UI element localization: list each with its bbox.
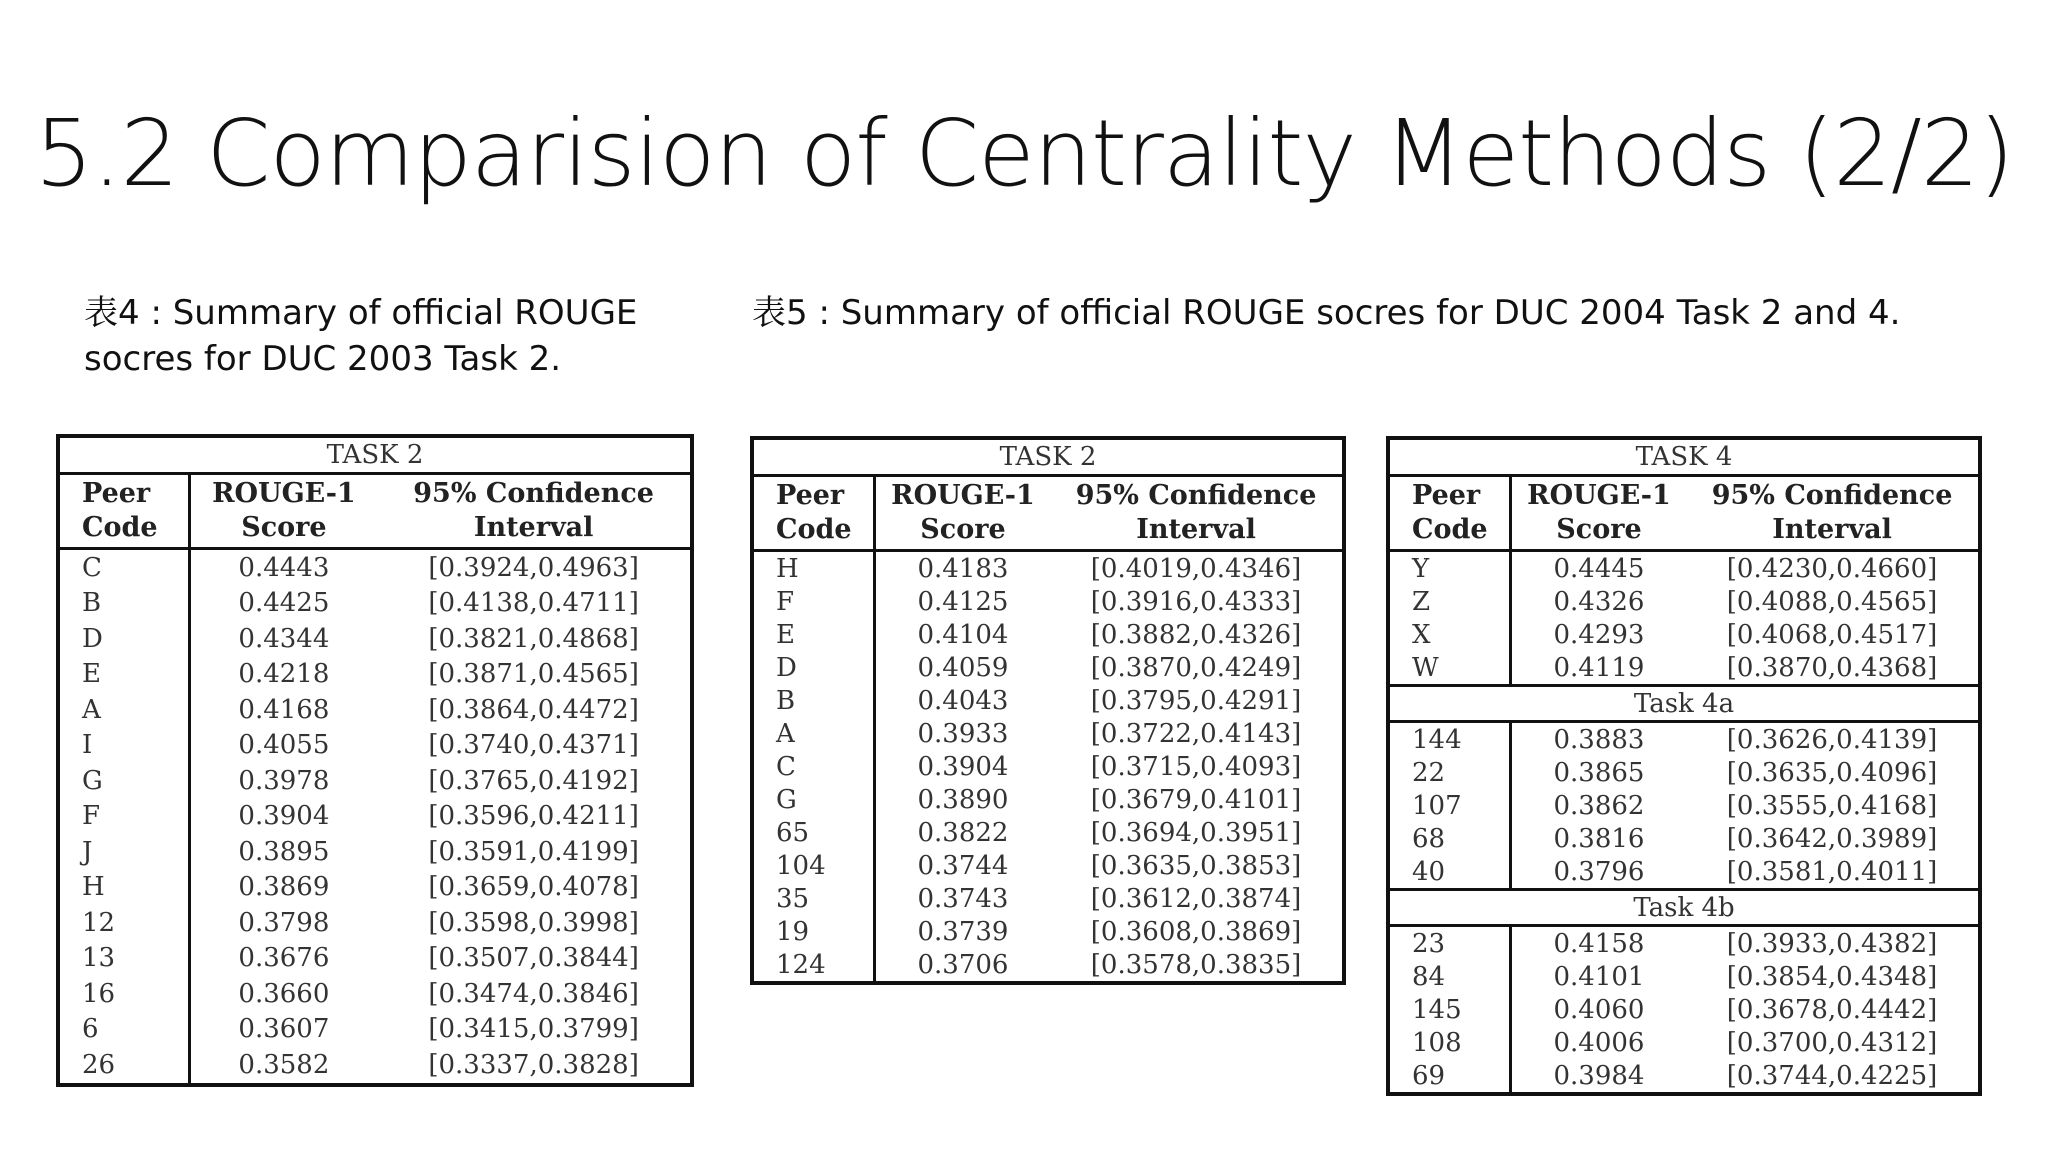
column-header-line: ROUGE-1 [891, 480, 1035, 511]
confidence-interval-cell: [0.3916,0.4333] [1090, 586, 1302, 617]
table-row [752, 651, 1344, 684]
column-header-line: Interval [473, 512, 594, 543]
table-row [58, 799, 692, 835]
rouge-score-cell: 0.3933 [917, 718, 1009, 749]
peer-code-cell: 22 [1388, 756, 1510, 789]
table-row [1388, 855, 1980, 890]
task-title: TASK 4 [1388, 438, 1980, 476]
rouge-score-cell: 0.3706 [917, 949, 1009, 980]
confidence-interval-cell: [0.3596,0.4211] [428, 801, 639, 832]
confidence-interval-cell: [0.3821,0.4868] [428, 623, 639, 654]
peer-code-cell: J [58, 834, 189, 870]
table-row [1388, 926, 1980, 961]
column-header [1686, 476, 1980, 551]
rouge-score-cell: 0.3660 [238, 978, 330, 1009]
peer-code-cell: 40 [1388, 855, 1510, 890]
confidence-interval-cell: [0.3337,0.3828] [428, 1049, 639, 1080]
peer-code-cell: E [58, 657, 189, 693]
peer-code-cell: 69 [1388, 1059, 1510, 1094]
table-row [1388, 756, 1980, 789]
slide-title: 5.2 Comparision of Centrality Methods (2/2) [34, 100, 2014, 207]
rouge-score-cell: 0.3862 [1553, 790, 1645, 821]
table-row [1388, 822, 1980, 855]
rouge-score-cell: 0.4055 [238, 730, 330, 761]
peer-code-cell: 145 [1388, 993, 1510, 1026]
confidence-interval-cell: [0.3700,0.4312] [1726, 1027, 1938, 1058]
table-row [58, 870, 692, 906]
confidence-interval-cell: [0.3635,0.3853] [1090, 850, 1302, 881]
confidence-interval-cell: [0.3591,0.4199] [428, 836, 639, 867]
column-header-row [58, 474, 692, 549]
column-header [1388, 476, 1510, 551]
table-row [58, 976, 692, 1012]
rouge-score-cell: 0.3895 [238, 836, 330, 867]
duc2003-task2-table [56, 434, 694, 1087]
column-header [189, 474, 377, 549]
rouge-score-cell: 0.3978 [238, 765, 330, 796]
peer-code-cell: 13 [58, 941, 189, 977]
task-title: TASK 2 [752, 438, 1344, 476]
table-row [58, 657, 692, 693]
table-row [58, 1047, 692, 1085]
column-header-row [752, 476, 1344, 551]
rouge-score-cell: 0.4043 [917, 685, 1009, 716]
subsection-label: Task 4a [1388, 686, 1980, 722]
column-header [752, 476, 874, 551]
column-header-line: 95% Confidence [1075, 480, 1317, 511]
confidence-interval-cell: [0.3659,0.4078] [428, 872, 639, 903]
table-row [752, 783, 1344, 816]
column-header-line: Score [1556, 514, 1642, 545]
table-row [1388, 993, 1980, 1026]
column-header [58, 474, 189, 549]
confidence-interval-cell: [0.3864,0.4472] [428, 694, 639, 725]
peer-code-cell: 84 [1388, 960, 1510, 993]
rouge-score-cell: 0.3890 [917, 784, 1009, 815]
rouge-score-cell: 0.4425 [238, 588, 330, 619]
table-row [58, 549, 692, 586]
peer-code-cell: Y [1388, 551, 1510, 586]
rouge-score-cell: 0.4168 [238, 694, 330, 725]
confidence-interval-cell: [0.4088,0.4565] [1726, 586, 1938, 617]
confidence-interval-cell: [0.3678,0.4442] [1726, 994, 1938, 1025]
table-row [58, 621, 692, 657]
subsection-row [1388, 686, 1980, 722]
confidence-interval-cell: [0.3474,0.3846] [428, 978, 639, 1009]
peer-code-cell: H [752, 551, 874, 586]
confidence-interval-cell: [0.3882,0.4326] [1090, 619, 1302, 650]
confidence-interval-cell: [0.3744,0.4225] [1726, 1060, 1938, 1091]
confidence-interval-cell: [0.3694,0.3951] [1090, 817, 1302, 848]
confidence-interval-cell: [0.3933,0.4382] [1726, 928, 1938, 959]
rouge-score-cell: 0.3869 [238, 872, 330, 903]
rouge-score-cell: 0.4445 [1553, 553, 1645, 584]
confidence-interval-cell: [0.3870,0.4249] [1090, 652, 1302, 683]
peer-code-cell: 144 [1388, 722, 1510, 757]
confidence-interval-cell: [0.4019,0.4346] [1090, 553, 1302, 584]
duc2004-task2-table [750, 436, 1346, 985]
peer-code-cell: Z [1388, 585, 1510, 618]
table-row [58, 763, 692, 799]
rouge-score-cell: 0.4344 [238, 623, 330, 654]
table-row [752, 750, 1344, 783]
table-row [1388, 960, 1980, 993]
peer-code-cell: C [58, 549, 189, 586]
column-header-line: Peer [82, 478, 151, 509]
peer-code-cell: 107 [1388, 789, 1510, 822]
confidence-interval-cell: [0.4068,0.4517] [1726, 619, 1938, 650]
rouge-score-cell: 0.4218 [238, 659, 330, 690]
peer-code-cell: 19 [752, 915, 874, 948]
rouge-score-cell: 0.3607 [238, 1014, 330, 1045]
rouge-score-cell: 0.3883 [1553, 724, 1645, 755]
task-header-row [752, 438, 1344, 476]
confidence-interval-cell: [0.3507,0.3844] [428, 943, 639, 974]
peer-code-cell: D [752, 651, 874, 684]
column-header-line: Code [82, 512, 158, 543]
peer-code-cell: W [1388, 651, 1510, 686]
table-row [58, 692, 692, 728]
subsection-row [1388, 890, 1980, 926]
peer-code-cell: C [752, 750, 874, 783]
rouge-score-cell: 0.4125 [917, 586, 1009, 617]
confidence-interval-cell: [0.3795,0.4291] [1090, 685, 1302, 716]
table-row [752, 882, 1344, 915]
table-row [1388, 618, 1980, 651]
rouge-score-cell: 0.4006 [1553, 1027, 1645, 1058]
table-row [1388, 1026, 1980, 1059]
peer-code-cell: I [58, 728, 189, 764]
confidence-interval-cell: [0.4230,0.4660] [1726, 553, 1938, 584]
confidence-interval-cell: [0.3722,0.4143] [1090, 718, 1302, 749]
confidence-interval-cell: [0.3581,0.4011] [1726, 856, 1938, 887]
table-row [752, 948, 1344, 983]
confidence-interval-cell: [0.3555,0.4168] [1726, 790, 1938, 821]
table-row [752, 618, 1344, 651]
table-row [58, 834, 692, 870]
confidence-interval-cell: [0.3598,0.3998] [428, 907, 639, 938]
peer-code-cell: 23 [1388, 926, 1510, 961]
task-title: TASK 2 [58, 436, 692, 474]
column-header-line: Interval [1136, 514, 1256, 545]
column-header-line: Score [241, 512, 327, 543]
table-row [752, 684, 1344, 717]
rouge-score-cell: 0.3984 [1553, 1060, 1645, 1091]
peer-code-cell: 124 [752, 948, 874, 983]
peer-code-cell: 35 [752, 882, 874, 915]
confidence-interval-cell: [0.3715,0.4093] [1090, 751, 1302, 782]
rouge-score-cell: 0.3582 [238, 1049, 330, 1080]
peer-code-cell: 12 [58, 905, 189, 941]
confidence-interval-cell: [0.3871,0.4565] [428, 659, 639, 690]
confidence-interval-cell: [0.3740,0.4371] [428, 730, 639, 761]
table-row [752, 551, 1344, 586]
confidence-interval-cell: [0.3870,0.4368] [1726, 652, 1938, 683]
confidence-interval-cell: [0.3415,0.3799] [428, 1014, 639, 1045]
peer-code-cell: 104 [752, 849, 874, 882]
peer-code-cell: F [58, 799, 189, 835]
rouge-score-cell: 0.4060 [1553, 994, 1645, 1025]
rouge-score-cell: 0.3743 [917, 883, 1009, 914]
subsection-label: Task 4b [1388, 890, 1980, 926]
column-header [1510, 476, 1686, 551]
task-header-row [1388, 438, 1980, 476]
table-row [752, 849, 1344, 882]
rouge-score-cell: 0.4059 [917, 652, 1009, 683]
peer-code-cell: A [752, 717, 874, 750]
column-header-line: Score [920, 514, 1006, 545]
column-header-line: Peer [776, 480, 845, 511]
peer-code-cell: F [752, 585, 874, 618]
peer-code-cell: H [58, 870, 189, 906]
peer-code-cell: B [58, 586, 189, 622]
rouge-score-cell: 0.4101 [1553, 961, 1645, 992]
confidence-interval-cell: [0.4138,0.4711] [428, 588, 639, 619]
confidence-interval-cell: [0.3635,0.4096] [1726, 757, 1938, 788]
confidence-interval-cell: [0.3765,0.4192] [428, 765, 639, 796]
table-row [752, 915, 1344, 948]
peer-code-cell: 26 [58, 1047, 189, 1085]
rouge-score-cell: 0.3904 [238, 801, 330, 832]
table-row [58, 905, 692, 941]
duc2004-task4-table [1386, 436, 1982, 1096]
peer-code-cell: A [58, 692, 189, 728]
rouge-score-cell: 0.4443 [238, 552, 330, 583]
table-row [58, 1012, 692, 1048]
confidence-interval-cell: [0.3626,0.4139] [1726, 724, 1938, 755]
table5-caption: 表5 : Summary of official ROUGE socres for DUC 2004 Task 2 and 4. [752, 293, 1901, 333]
peer-code-cell: 6 [58, 1012, 189, 1048]
column-header-line: Interval [1772, 514, 1892, 545]
confidence-interval-cell: [0.3924,0.4963] [428, 552, 639, 583]
confidence-interval-cell: [0.3854,0.4348] [1726, 961, 1938, 992]
table-row [1388, 585, 1980, 618]
peer-code-cell: G [58, 763, 189, 799]
peer-code-cell: G [752, 783, 874, 816]
table-row [752, 585, 1344, 618]
rouge-score-cell: 0.3865 [1553, 757, 1645, 788]
column-header-line: Peer [1412, 480, 1481, 511]
rouge-score-cell: 0.3816 [1553, 823, 1645, 854]
rouge-score-cell: 0.3796 [1553, 856, 1645, 887]
rouge-score-cell: 0.3676 [238, 943, 330, 974]
rouge-score-cell: 0.4293 [1553, 619, 1645, 650]
table-row [1388, 551, 1980, 586]
column-header-line: Code [776, 514, 852, 545]
confidence-interval-cell: [0.3642,0.3989] [1726, 823, 1938, 854]
column-header-line: 95% Confidence [1711, 480, 1953, 511]
rouge-score-cell: 0.3904 [917, 751, 1009, 782]
rouge-score-cell: 0.3739 [917, 916, 1009, 947]
confidence-interval-cell: [0.3608,0.3869] [1090, 916, 1302, 947]
table-row [1388, 651, 1980, 686]
peer-code-cell: X [1388, 618, 1510, 651]
peer-code-cell: E [752, 618, 874, 651]
confidence-interval-cell: [0.3679,0.4101] [1090, 784, 1302, 815]
confidence-interval-cell: [0.3578,0.3835] [1090, 949, 1302, 980]
peer-code-cell: 108 [1388, 1026, 1510, 1059]
rouge-score-cell: 0.4183 [917, 553, 1009, 584]
table-row [1388, 1059, 1980, 1094]
rouge-score-cell: 0.3822 [917, 817, 1009, 848]
rouge-score-cell: 0.4104 [917, 619, 1009, 650]
table-row [58, 586, 692, 622]
column-header-line: Code [1412, 514, 1488, 545]
table-row [752, 816, 1344, 849]
column-header [1050, 476, 1344, 551]
table4-caption: 表4 : Summary of official ROUGE socres for DUC 2003 Task 2. [84, 293, 638, 379]
rouge-score-cell: 0.4158 [1553, 928, 1645, 959]
column-header [377, 474, 692, 549]
column-header-line: ROUGE-1 [1527, 480, 1671, 511]
table-row [1388, 789, 1980, 822]
rouge-score-cell: 0.3744 [917, 850, 1009, 881]
confidence-interval-cell: [0.3612,0.3874] [1090, 883, 1302, 914]
table-row [58, 941, 692, 977]
peer-code-cell: 65 [752, 816, 874, 849]
table-row [1388, 722, 1980, 757]
rouge-score-cell: 0.4326 [1553, 586, 1645, 617]
column-header-line: 95% Confidence [413, 478, 654, 509]
peer-code-cell: 68 [1388, 822, 1510, 855]
table-row [752, 717, 1344, 750]
table-row [58, 728, 692, 764]
peer-code-cell: B [752, 684, 874, 717]
column-header [874, 476, 1050, 551]
task-header-row [58, 436, 692, 474]
rouge-score-cell: 0.3798 [238, 907, 330, 938]
peer-code-cell: 16 [58, 976, 189, 1012]
peer-code-cell: D [58, 621, 189, 657]
column-header-line: ROUGE-1 [212, 478, 356, 509]
column-header-row [1388, 476, 1980, 551]
rouge-score-cell: 0.4119 [1553, 652, 1645, 683]
